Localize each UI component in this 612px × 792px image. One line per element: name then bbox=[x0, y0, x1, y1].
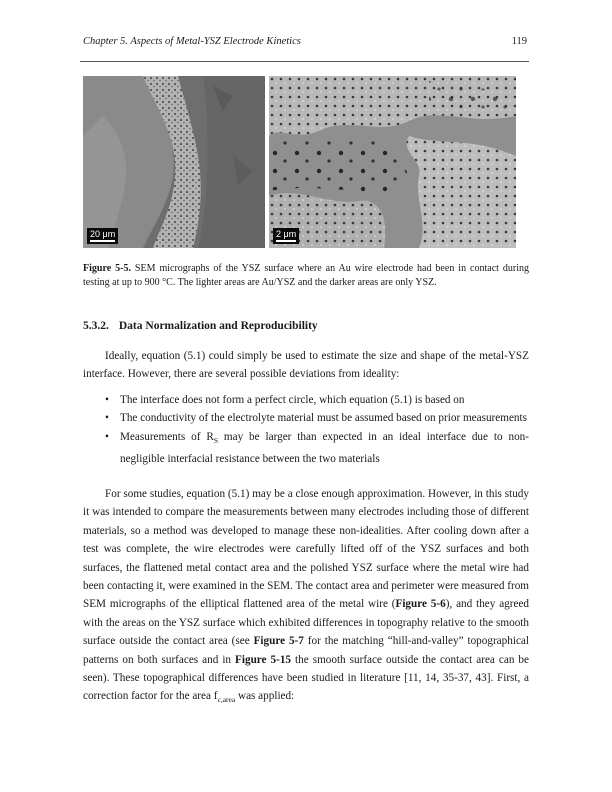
figure-reference: Figure 5-7 bbox=[253, 635, 304, 648]
scale-line-left bbox=[90, 240, 115, 242]
section-title: Data Normalization and Reproducibility bbox=[118, 320, 318, 332]
paragraph-intro: Ideally, equation (5.1) could simply be used to estimate the size and shape of the metal-YSZ interface. However, there are several possible deviations from ideality: bbox=[83, 350, 529, 381]
running-header bbox=[83, 36, 529, 50]
scale-bar-left bbox=[87, 228, 118, 244]
text-run: was applied: bbox=[235, 690, 295, 703]
sem-micrograph-left bbox=[83, 76, 265, 248]
bullet-icon: • bbox=[105, 430, 109, 443]
page-number: 119 bbox=[511, 36, 527, 47]
section-number: 5.3.2. bbox=[83, 320, 109, 332]
figure-reference: Figure 5-15 bbox=[235, 653, 292, 666]
bullet-icon: • bbox=[105, 394, 109, 406]
caption-label: Figure 5-5. bbox=[83, 263, 131, 274]
section-heading bbox=[83, 320, 318, 332]
text-run: For some studies, equation (5.1) may be a close enough approximation. However, in this study it was intended to compare the measurements between many electrodes including those of different materials, so a method was developed to manage these non-idealities. After cooling down after a test was complete, the wire electrodes were carefully lifted off of the YSZ surfaces and both surfaces, the flattened metal contact area and the polished YSZ surface where the metal wire had been contacting it, were examined in the SEM. The contact area and perimeter were measured from SEM micrographs of the elliptical flattened area of the metal wire ( bbox=[83, 488, 529, 611]
scale-line-right bbox=[276, 240, 296, 242]
header-rule bbox=[80, 61, 529, 62]
scale-label-left: 20 μm bbox=[90, 229, 116, 239]
text-run: ), and they agreed with the areas on the YSZ surface which exhibited differences in topography relative to the smooth surface outside the contact area (see bbox=[83, 598, 529, 648]
list-item-text: may be larger than expected in an ideal interface due to non-negligible interfacial resistance between the two materials bbox=[120, 430, 529, 466]
list-item bbox=[105, 391, 529, 409]
list-item-text: Measurements of R bbox=[120, 430, 214, 443]
bullet-icon: • bbox=[105, 412, 109, 425]
paragraph-method bbox=[83, 485, 529, 710]
scale-bar-right bbox=[273, 228, 299, 244]
sem-micrograph-right bbox=[269, 76, 516, 248]
figure-reference: Figure 5-6 bbox=[395, 598, 446, 611]
list-item-text: The interface does not form a perfect circle, which equation (5.1) is based on bbox=[120, 394, 465, 406]
subscript: S bbox=[213, 436, 218, 446]
deviation-list bbox=[105, 391, 529, 469]
scale-label-right: 2 μm bbox=[276, 229, 297, 239]
figure-caption bbox=[83, 262, 529, 290]
text-run: the smooth surface outside the contact area can be seen). These topographical differences have been studied in literature [11, 14, 35-37, 43]. First, a correction factor for the area f bbox=[83, 653, 529, 703]
chapter-title: Chapter 5. Aspects of Metal-YSZ Electrode Kinetics bbox=[83, 36, 301, 47]
caption-text: SEM micrographs of the YSZ surface where an Au wire electrode had been in contact during testing at up to 900 °C. The lighter areas are Au/YSZ and the darker areas are only YSZ. bbox=[83, 263, 529, 288]
list-item-text: The conductivity of the electrolyte material must be assumed based on prior measurements bbox=[120, 412, 527, 425]
list-item bbox=[105, 428, 529, 469]
sem-figure bbox=[83, 76, 516, 248]
list-item bbox=[105, 409, 529, 427]
subscript: c,area bbox=[217, 695, 236, 705]
text-run: for the matching “hill-and-valley” topographical patterns on both surfaces and in bbox=[83, 635, 529, 666]
